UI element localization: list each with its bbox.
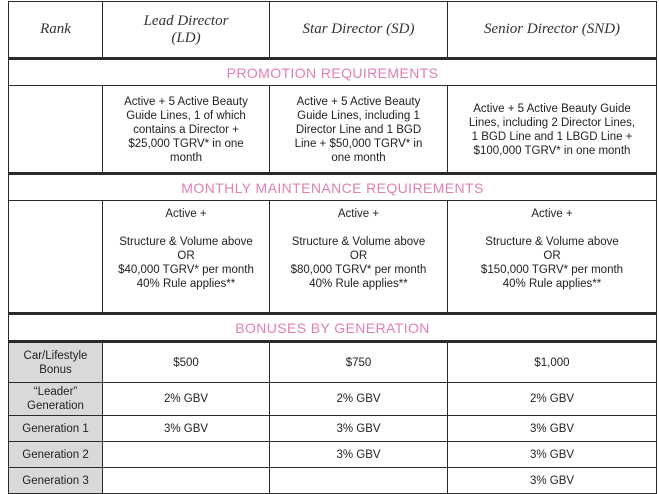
table-row <box>9 442 657 468</box>
maintenance-sd: Active + Structure & Volume above OR $80,000 TGRV* per month 40% Rule applies** <box>270 201 448 314</box>
ld-value: 2% GBV <box>103 383 270 416</box>
snd-value: 3% GBV <box>448 416 657 442</box>
promotion-rank-cell <box>9 86 103 174</box>
snd-value: 3% GBV <box>448 468 657 494</box>
row-label: Car/Lifestyle Bonus <box>9 342 103 383</box>
table-row <box>9 342 657 383</box>
row-label: Generation 2 <box>9 442 103 468</box>
promotion-ld: Active + 5 Active Beauty Guide Lines, 1 of which contains a Director + $25,000 TGRV* in one month <box>103 86 270 174</box>
header-row <box>9 2 657 59</box>
sd-value <box>270 468 448 494</box>
maintenance-title: MONTHLY MAINTENANCE REQUIREMENTS <box>9 174 657 201</box>
maintenance-rank-cell <box>9 201 103 314</box>
table-row <box>9 383 657 416</box>
row-label: “Leader” Generation <box>9 383 103 416</box>
sd-value: 3% GBV <box>270 416 448 442</box>
promotion-snd: Active + 5 Active Beauty Guide Lines, including 2 Director Lines, 1 BGD Line and 1 LBGD Line + $100,000 TGRV* in one month <box>448 86 657 174</box>
promotion-row <box>9 86 657 174</box>
maintenance-snd: Active + Structure & Volume above OR $150,000 TGRV* per month 40% Rule applies** <box>448 201 657 314</box>
ld-value <box>103 442 270 468</box>
table-row <box>9 416 657 442</box>
star-director-header: Star Director (SD) <box>270 2 448 59</box>
lead-director-header: Lead Director (LD) <box>103 2 270 59</box>
promotion-section-row <box>9 59 657 86</box>
snd-value: $1,000 <box>448 342 657 383</box>
snd-value: 2% GBV <box>448 383 657 416</box>
bonuses-section-row <box>9 314 657 342</box>
row-label: Generation 3 <box>9 468 103 494</box>
sd-value: 3% GBV <box>270 442 448 468</box>
rank-requirements-table <box>8 1 657 494</box>
bonuses-title: BONUSES BY GENERATION <box>9 314 657 342</box>
promotion-sd: Active + 5 Active Beauty Guide Lines, including 1 Director Line and 1 BGD Line + $50,000 TGRV* in one month <box>270 86 448 174</box>
maintenance-ld: Active + Structure & Volume above OR $40,000 TGRV* per month 40% Rule applies** <box>103 201 270 314</box>
maintenance-row <box>9 201 657 314</box>
promotion-title: PROMOTION REQUIREMENTS <box>9 59 657 86</box>
rank-header: Rank <box>9 2 103 59</box>
row-label: Generation 1 <box>9 416 103 442</box>
table-row <box>9 468 657 494</box>
sd-value: $750 <box>270 342 448 383</box>
snd-value: 3% GBV <box>448 442 657 468</box>
senior-director-header: Senior Director (SND) <box>448 2 657 59</box>
sd-value: 2% GBV <box>270 383 448 416</box>
maintenance-section-row <box>9 174 657 201</box>
ld-value: $500 <box>103 342 270 383</box>
ld-value: 3% GBV <box>103 416 270 442</box>
ld-value <box>103 468 270 494</box>
